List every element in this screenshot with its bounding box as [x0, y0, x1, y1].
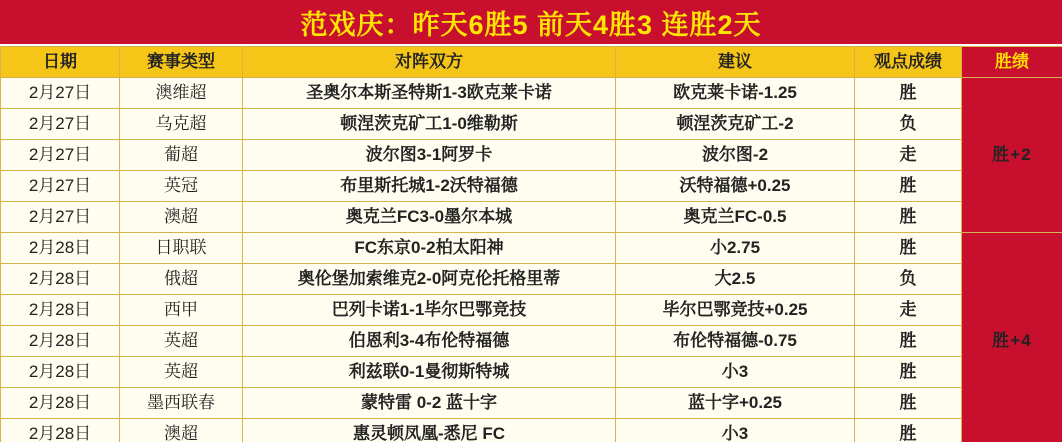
cell-match: FC东京0-2柏太阳神	[243, 233, 616, 264]
table-row	[1, 78, 1062, 109]
cell-match: 伯恩利3-4布伦特福德	[243, 326, 616, 357]
cell-advice: 蓝十字+0.25	[616, 388, 855, 419]
header-row	[1, 47, 1062, 78]
table-body	[1, 78, 1062, 442]
table-row	[1, 357, 1062, 388]
cell-result: 胜	[855, 419, 962, 442]
cell-result: 胜	[855, 202, 962, 233]
cell-date: 2月28日	[1, 419, 120, 442]
cell-date: 2月28日	[1, 264, 120, 295]
table-row	[1, 419, 1062, 442]
cell-date: 2月27日	[1, 202, 120, 233]
cell-date: 2月27日	[1, 140, 120, 171]
cell-result: 胜	[855, 326, 962, 357]
cell-result: 胜	[855, 388, 962, 419]
cell-advice: 毕尔巴鄂竞技+0.25	[616, 295, 855, 326]
column-header-match: 对阵双方	[243, 47, 616, 78]
cell-date: 2月28日	[1, 295, 120, 326]
cell-match: 奥克兰FC3-0墨尔本城	[243, 202, 616, 233]
column-header-advice: 建议	[616, 47, 855, 78]
cell-advice: 布伦特福德-0.75	[616, 326, 855, 357]
table-header	[1, 47, 1062, 78]
cell-league: 西甲	[120, 295, 243, 326]
cell-match: 波尔图3-1阿罗卡	[243, 140, 616, 171]
cell-advice: 奥克兰FC-0.5	[616, 202, 855, 233]
table-row	[1, 171, 1062, 202]
cell-league: 日职联	[120, 233, 243, 264]
cell-result: 胜	[855, 357, 962, 388]
cell-match: 蒙特雷 0-2 蓝十字	[243, 388, 616, 419]
cell-advice: 大2.5	[616, 264, 855, 295]
cell-league: 俄超	[120, 264, 243, 295]
cell-league: 澳超	[120, 202, 243, 233]
cell-date: 2月28日	[1, 326, 120, 357]
cell-match: 顿涅茨克矿工1-0维勒斯	[243, 109, 616, 140]
table-row	[1, 326, 1062, 357]
cell-result: 走	[855, 140, 962, 171]
cell-advice: 小3	[616, 419, 855, 442]
cell-streak: 胜+4	[962, 233, 1062, 442]
cell-advice: 沃特福德+0.25	[616, 171, 855, 202]
cell-advice: 小3	[616, 357, 855, 388]
cell-advice: 顿涅茨克矿工-2	[616, 109, 855, 140]
column-header-date: 日期	[1, 47, 120, 78]
cell-streak: 胜+2	[962, 78, 1062, 233]
cell-result: 胜	[855, 233, 962, 264]
cell-date: 2月27日	[1, 109, 120, 140]
cell-match: 利兹联0-1曼彻斯特城	[243, 357, 616, 388]
cell-date: 2月28日	[1, 357, 120, 388]
table-row	[1, 388, 1062, 419]
table-row	[1, 140, 1062, 171]
table-row	[1, 233, 1062, 264]
cell-league: 墨西联春	[120, 388, 243, 419]
table-row	[1, 295, 1062, 326]
results-table	[0, 46, 1062, 442]
cell-date: 2月28日	[1, 388, 120, 419]
cell-league: 英超	[120, 357, 243, 388]
cell-date: 2月28日	[1, 233, 120, 264]
column-header-streak: 胜绩	[962, 47, 1062, 78]
column-header-result: 观点成绩	[855, 47, 962, 78]
table-row	[1, 264, 1062, 295]
cell-result: 负	[855, 264, 962, 295]
cell-match: 巴列卡诺1-1毕尔巴鄂竞技	[243, 295, 616, 326]
cell-match: 圣奥尔本斯圣特斯1-3欧克莱卡诺	[243, 78, 616, 109]
cell-league: 澳维超	[120, 78, 243, 109]
cell-league: 英冠	[120, 171, 243, 202]
cell-result: 走	[855, 295, 962, 326]
cell-league: 英超	[120, 326, 243, 357]
cell-result: 胜	[855, 78, 962, 109]
cell-date: 2月27日	[1, 171, 120, 202]
cell-advice: 小2.75	[616, 233, 855, 264]
cell-advice: 欧克莱卡诺-1.25	[616, 78, 855, 109]
table-row	[1, 109, 1062, 140]
column-header-league: 赛事类型	[120, 47, 243, 78]
cell-league: 乌克超	[120, 109, 243, 140]
cell-match: 布里斯托城1-2沃特福德	[243, 171, 616, 202]
page-title: 范戏庆：昨天6胜5 前天4胜3 连胜2天	[0, 0, 1062, 46]
cell-result: 负	[855, 109, 962, 140]
cell-advice: 波尔图-2	[616, 140, 855, 171]
cell-date: 2月27日	[1, 78, 120, 109]
cell-match: 奥伦堡加索维克2-0阿克伦托格里蒂	[243, 264, 616, 295]
cell-result: 胜	[855, 171, 962, 202]
cell-league: 葡超	[120, 140, 243, 171]
cell-match: 惠灵顿凤凰-悉尼 FC	[243, 419, 616, 442]
cell-league: 澳超	[120, 419, 243, 442]
table-row	[1, 202, 1062, 233]
